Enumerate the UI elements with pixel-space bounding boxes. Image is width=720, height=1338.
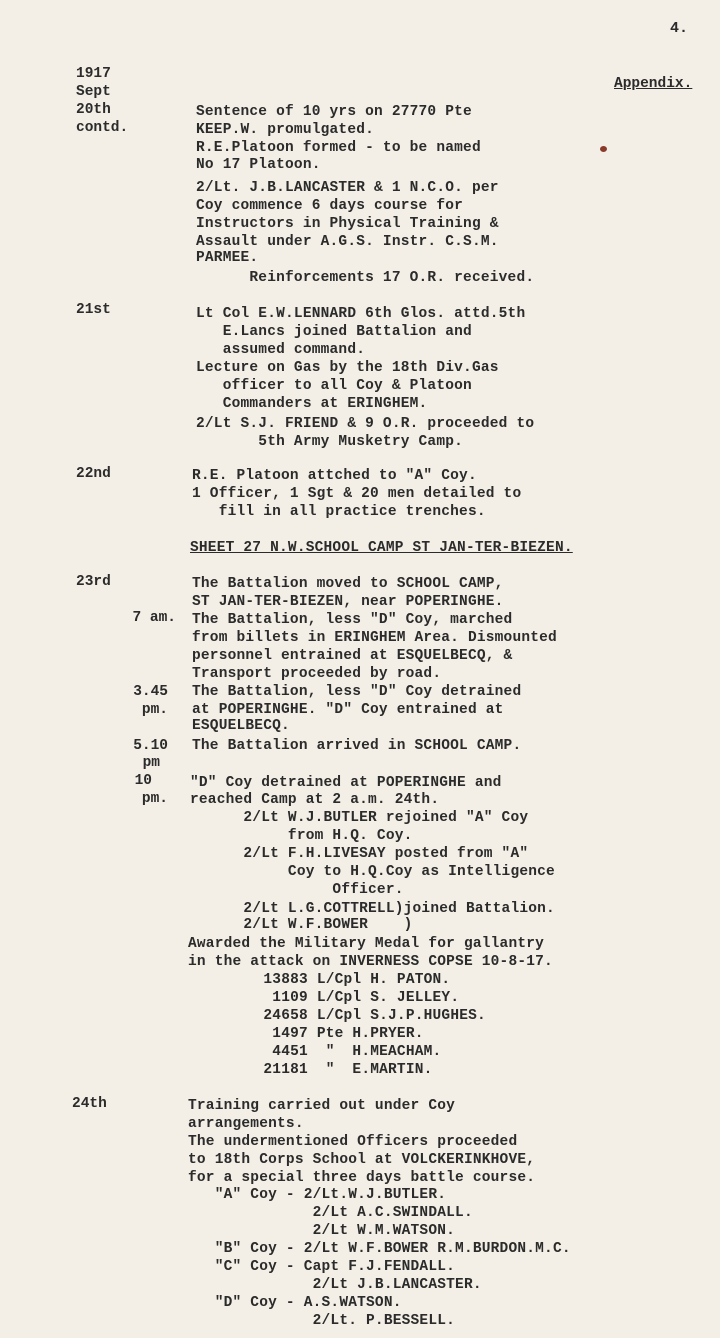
entry-line: The Battalion moved to SCHOOL CAMP, (192, 576, 504, 592)
time-510-pm: pm (142, 755, 160, 771)
entry-line: at POPERINGHE. "D" Coy entrained at (192, 702, 504, 718)
entry-line: 2/Lt. P.BESSELL. (188, 1313, 456, 1329)
entry-line: PARMEE. (196, 250, 259, 266)
entry-line: 1497 Pte H.PRYER. (210, 1026, 424, 1042)
entry-line: Officer. (190, 882, 404, 898)
entry-line: 5th Army Musketry Camp. (196, 434, 464, 450)
date-contd: contd. (76, 120, 129, 136)
entry-line: The Battalion, less "D" Coy detrained (192, 684, 522, 700)
entry-line: KEEP.W. promulgated. (196, 122, 375, 138)
entry-line: arrangements. (188, 1116, 304, 1132)
entry-line: 2/Lt S.J. FRIEND & 9 O.R. proceeded to (196, 416, 535, 432)
page-number: 4. (670, 20, 689, 37)
entry-line: ESQUELBECQ. (192, 718, 290, 734)
entry-line: officer to all Coy & Platoon (196, 378, 472, 394)
entry-line: Instructors in Physical Training & (196, 216, 499, 232)
entry-line: Assault under A.G.S. Instr. C.S.M. (196, 234, 499, 250)
entry-line: 4451 " H.MEACHAM. (210, 1044, 442, 1060)
entry-line: 1 Officer, 1 Sgt & 20 men detailed to (192, 486, 522, 502)
entry-line: Coy commence 6 days course for (196, 198, 464, 214)
time-510: 5.10 (133, 738, 168, 754)
time-345-pm: pm. (141, 702, 168, 718)
time-345: 3.45 (133, 684, 168, 700)
entry-line: Commanders at ERINGHEM. (196, 396, 428, 412)
entry-line: 21181 " E.MARTIN. (210, 1062, 433, 1078)
entry-line: Lecture on Gas by the 18th Div.Gas (196, 360, 499, 376)
entry-line: 2/Lt A.C.SWINDALL. (188, 1205, 473, 1221)
entry-line: in the attack on INVERNESS COPSE 10-8-17. (188, 954, 553, 970)
entry-line: from billets in ERINGHEM Area. Dismounted (192, 630, 557, 646)
ink-mark (600, 146, 607, 152)
entry-line: 2/Lt L.G.COTTRELL)joined Battalion. (190, 901, 555, 917)
entry-line: 2/Lt W.F.BOWER ) (190, 917, 413, 933)
entry-line: The Battalion arrived in SCHOOL CAMP. (192, 738, 522, 754)
entry-line: The undermentioned Officers proceeded (188, 1134, 518, 1150)
entry-line: Sentence of 10 yrs on 27770 Pte (196, 104, 472, 120)
entry-line: "D" Coy detrained at POPERINGHE and (190, 775, 502, 791)
entry-line: R.E.Platoon formed - to be named (196, 140, 481, 156)
time-10pm: 10 (134, 773, 152, 789)
date-22nd: 22nd (76, 466, 111, 482)
date-day: 20th (76, 102, 111, 118)
entry-line: E.Lancs joined Battalion and (196, 324, 472, 340)
appendix-label: Appendix. (614, 76, 693, 92)
entry-line: 2/Lt W.M.WATSON. (188, 1223, 456, 1239)
entry-line: Lt Col E.W.LENNARD 6th Glos. attd.5th (196, 306, 526, 322)
entry-line: No 17 Platoon. (196, 157, 321, 173)
entry-line: 2/Lt J.B.LANCASTER. (188, 1277, 482, 1293)
entry-line: "C" Coy - Capt F.J.FENDALL. (188, 1259, 456, 1275)
entry-line: for a special three days battle course. (188, 1170, 536, 1186)
entry-line: personnel entrained at ESQUELBECQ, & (192, 648, 513, 664)
entry-line: 2/Lt W.J.BUTLER rejoined "A" Coy (190, 810, 529, 826)
sheet-heading: SHEET 27 N.W.SCHOOL CAMP ST JAN-TER-BIEZEN. (190, 540, 573, 556)
entry-line: fill in all practice trenches. (192, 504, 486, 520)
entry-line: from H.Q. Coy. (190, 828, 413, 844)
date-21st: 21st (76, 302, 111, 318)
entry-line: 1109 L/Cpl S. JELLEY. (210, 990, 460, 1006)
entry-line: assumed command. (196, 342, 366, 358)
entry-line: "D" Coy - A.S.WATSON. (188, 1295, 402, 1311)
date-year: 1917 (76, 66, 111, 82)
entry-line: 13883 L/Cpl H. PATON. (210, 972, 451, 988)
date-23rd: 23rd (76, 574, 111, 590)
entry-line: Coy to H.Q.Coy as Intelligence (190, 864, 555, 880)
entry-line: reached Camp at 2 a.m. 24th. (190, 792, 440, 808)
date-24th: 24th (72, 1096, 107, 1112)
entry-line: 2/Lt F.H.LIVESAY posted from "A" (190, 846, 529, 862)
entry-line: 24658 L/Cpl S.J.P.HUGHES. (210, 1008, 486, 1024)
entry-line: Transport proceeded by road. (192, 666, 442, 682)
entry-line: Awarded the Military Medal for gallantry (188, 936, 545, 952)
entry-line: Training carried out under Coy (188, 1098, 456, 1114)
entry-line: The Battalion, less "D" Coy, marched (192, 612, 513, 628)
date-month: Sept (76, 84, 111, 100)
entry-line: "A" Coy - 2/Lt.W.J.BUTLER. (188, 1187, 447, 1203)
time-10pm-pm: pm. (141, 791, 168, 807)
time-7am: 7 am. (132, 610, 176, 626)
entry-line: ST JAN-TER-BIEZEN, near POPERINGHE. (192, 594, 504, 610)
entry-line: 2/Lt. J.B.LANCASTER & 1 N.C.O. per (196, 180, 499, 196)
entry-line: "B" Coy - 2/Lt W.F.BOWER R.M.BURDON.M.C. (188, 1241, 571, 1257)
entry-line: Reinforcements 17 O.R. received. (196, 270, 535, 286)
entry-line: to 18th Corps School at VOLCKERINKHOVE, (188, 1152, 536, 1168)
entry-line: R.E. Platoon attched to "A" Coy. (192, 468, 477, 484)
